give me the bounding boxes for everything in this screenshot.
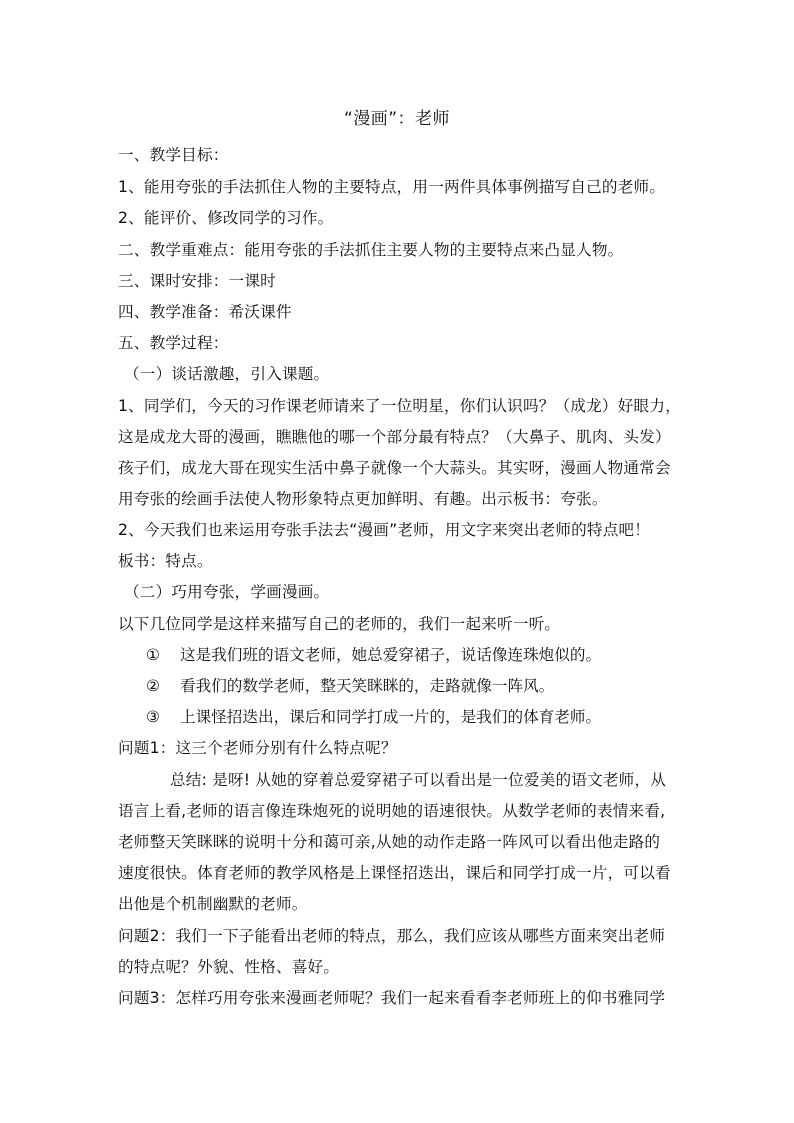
subsection-1: （一）谈话激趣，引入课题。 [124, 365, 330, 383]
list-item [146, 645, 601, 665]
paragraph-line: 用夸张的绘画手法使人物形象特点更加鲜明、有趣。出示板书：夸张。 [118, 490, 608, 508]
list-text: 这是我们班的语文老师，她总爱穿裙子，说话像连珠炮似的。 [180, 646, 602, 664]
question-2-continued: 的特点呢？外貌、性格、喜好。 [118, 958, 340, 976]
section-teaching-goals: 一、教学目标： [118, 146, 229, 164]
document-title: “漫画”：老师 [343, 109, 451, 129]
summary-line: 速度很快。体育老师的教学风格是上课怪招迭出，课后和同学打成一片，可以看 [118, 864, 671, 882]
summary-line: 语言上看,老师的语言像连珠炮死的说明她的语速很快。从数学老师的表情来看, [118, 802, 666, 820]
paragraph-line: 以下几位同学是这样来描写自己的老师的，我们一起来听一听。 [118, 615, 561, 633]
paragraph-line: 这是成龙大哥的漫画，瞧瞧他的哪一个部分最有特点？（大鼻子、肌肉、头发） [118, 428, 671, 446]
summary-line: 出他是个机制幽默的老师。 [118, 895, 308, 913]
question-1: 问题1：这三个老师分别有什么特点呢？ [118, 739, 397, 757]
list-text: 上课怪招迭出，课后和同学打成一片的，是我们的体育老师。 [180, 708, 602, 726]
summary-line: 老师整天笑眯眯的说明十分和蔼可亲,从她的动作走路一阵风可以看出他走路的 [118, 833, 661, 851]
list-number: ② [146, 677, 160, 695]
list-item [146, 707, 601, 727]
question-2: 问题2：我们一下子能看出老师的特点，那么，我们应该从哪些方面来突出老师 [118, 927, 666, 945]
list-text: 看我们的数学老师，整天笑眯眯的，走路就像一阵风。 [180, 677, 555, 695]
goal-2: 2、能评价、修改同学的习作。 [118, 209, 334, 227]
section-schedule: 三、课时安排：一课时 [118, 272, 276, 290]
paragraph-line: 1、同学们，今天的习作课老师请来了一位明星，你们认识吗？（成龙）好眼力， [118, 397, 681, 415]
question-3: 问题3：怎样巧用夸张来漫画老师呢？我们一起来看看李老师班上的仰书雅同学 [118, 989, 666, 1007]
list-number: ① [146, 646, 160, 664]
section-preparation: 四、教学准备：希沃课件 [118, 303, 292, 321]
paragraph-line: 2、今天我们也来运用夸张手法去“漫画”老师，用文字来突出老师的特点吧！ [118, 521, 651, 539]
section-process: 五、教学过程： [118, 334, 229, 352]
subsection-2: （二）巧用夸张，学画漫画。 [124, 583, 330, 601]
summary-line: 总结: 是呀! 从她的穿着总爱穿裙子可以看出是一位爱美的语文老师，从 [170, 771, 667, 789]
section-key-points: 二、教学重难点：能用夸张的手法抓住主要人物的主要特点来凸显人物。 [118, 241, 624, 259]
goal-1: 1、能用夸张的手法抓住人物的主要特点，用一两件具体事例描写自己的老师。 [118, 178, 666, 196]
list-item [146, 676, 554, 696]
paragraph-line: 孩子们，成龙大哥在现实生活中鼻子就像一个大蒜头。其实呀，漫画人物通常会 [118, 459, 671, 477]
paragraph-line: 板书：特点。 [118, 552, 213, 570]
list-number: ③ [146, 708, 160, 726]
